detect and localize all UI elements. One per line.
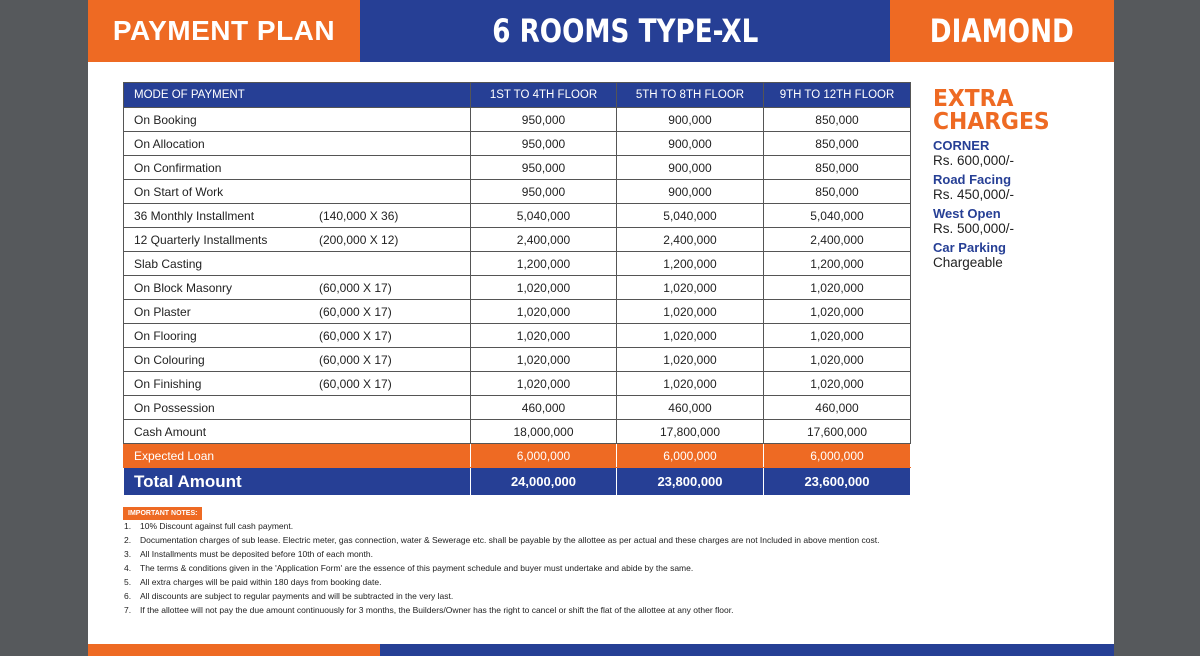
- cell-value: 850,000: [764, 108, 911, 132]
- table-row: [124, 204, 911, 228]
- column-header: MODE OF PAYMENT: [124, 83, 471, 108]
- row-label: On Plaster: [134, 304, 191, 319]
- note-number: 6.: [124, 591, 132, 601]
- cell-value: 1,020,000: [471, 372, 617, 396]
- row-label: Cash Amount: [134, 424, 207, 439]
- note-item: [124, 605, 924, 616]
- cell-value: 6,000,000: [471, 444, 617, 468]
- table-header-row: [124, 83, 911, 108]
- table-row: [124, 348, 911, 372]
- cell-value: 2,400,000: [617, 228, 764, 252]
- cell-value: 900,000: [617, 132, 764, 156]
- note-number: 3.: [124, 549, 132, 559]
- cell-value: 1,020,000: [764, 324, 911, 348]
- row-label-cell: [124, 156, 471, 180]
- table-row: [124, 372, 911, 396]
- table-row: [124, 228, 911, 252]
- extra-charges-title: [933, 88, 1113, 134]
- extra-charge-value: Rs. 500,000/-: [933, 221, 1015, 236]
- row-label-cell: [124, 276, 471, 300]
- note-text: All discounts are subject to regular payments and will be subtracted in the very last.: [140, 591, 454, 601]
- cell-value: 18,000,000: [471, 420, 617, 444]
- cell-value: 460,000: [764, 396, 911, 420]
- cell-value: 1,020,000: [617, 300, 764, 324]
- cell-value: 950,000: [471, 108, 617, 132]
- row-note: (60,000 X 17): [319, 352, 392, 367]
- cell-value: 1,020,000: [617, 324, 764, 348]
- cell-value: 1,020,000: [471, 324, 617, 348]
- cell-value: 23,800,000: [617, 468, 764, 496]
- row-note: (60,000 X 17): [319, 376, 392, 391]
- row-label-cell: [124, 132, 471, 156]
- category-banner: [890, 0, 1114, 62]
- cell-value: 1,020,000: [471, 300, 617, 324]
- cell-value: 1,020,000: [617, 372, 764, 396]
- table-row: [124, 156, 911, 180]
- cell-value: 2,400,000: [471, 228, 617, 252]
- row-label: 12 Quarterly Installments: [134, 232, 268, 247]
- row-label: On Possession: [134, 400, 215, 415]
- table-row: [124, 396, 911, 420]
- cell-value: 1,020,000: [764, 276, 911, 300]
- cell-value: 900,000: [617, 156, 764, 180]
- extra-charge-value: Rs. 450,000/-: [933, 187, 1015, 202]
- extra-charges-panel: [933, 88, 1113, 270]
- note-text: All extra charges will be paid within 180 days from booking date.: [140, 577, 382, 587]
- note-text: If the allottee will not pay the due amount continuously for 3 months, the Builders/Owner has the right to cancel or shift the flat of the allottee at any other floor.: [140, 605, 734, 615]
- row-label: On Colouring: [134, 352, 205, 367]
- cell-value: 5,040,000: [471, 204, 617, 228]
- row-label-cell: [124, 180, 471, 204]
- row-label-cell: [124, 420, 471, 444]
- table-row: [124, 324, 911, 348]
- cell-value: 1,200,000: [617, 252, 764, 276]
- table-row: [124, 132, 911, 156]
- note-item: [124, 563, 924, 574]
- table-row: [124, 252, 911, 276]
- extra-title-line: CHARGES: [933, 109, 1050, 135]
- row-label-cell: [124, 204, 471, 228]
- cell-value: 950,000: [471, 132, 617, 156]
- note-item: [124, 535, 924, 546]
- cell-value: 5,040,000: [764, 204, 911, 228]
- cell-value: 1,200,000: [764, 252, 911, 276]
- cell-value: 1,020,000: [471, 348, 617, 372]
- note-item: [124, 521, 924, 532]
- cell-value: 2,400,000: [764, 228, 911, 252]
- row-label: 36 Monthly Installment: [134, 208, 255, 223]
- cell-value: 850,000: [764, 132, 911, 156]
- important-notes-list: [124, 521, 924, 619]
- room-type-banner: [360, 0, 890, 62]
- row-label-cell: [124, 396, 471, 420]
- note-text: The terms & conditions given in the 'Application Form' are the essence of this payment schedule and buyer must undertake and abide by the same.: [140, 563, 694, 573]
- row-label-cell: [124, 372, 471, 396]
- row-note: (60,000 X 17): [319, 280, 392, 295]
- extra-charge-value: Rs. 600,000/-: [933, 153, 1015, 168]
- table-row: [124, 276, 911, 300]
- cell-value: 460,000: [617, 396, 764, 420]
- row-label: On Block Masonry: [134, 280, 233, 295]
- note-text: All Installments must be deposited before 10th of each month.: [140, 549, 373, 559]
- cell-value: 1,020,000: [617, 348, 764, 372]
- total-amount-row: [124, 468, 911, 496]
- column-header: 9TH TO 12TH FLOOR: [764, 83, 911, 108]
- cell-value: 1,020,000: [764, 348, 911, 372]
- row-label: On Allocation: [134, 136, 205, 151]
- note-item: [124, 591, 924, 602]
- row-label-cell: [124, 300, 471, 324]
- row-label: Expected Loan: [124, 444, 471, 468]
- note-number: 1.: [124, 521, 132, 531]
- cell-value: 17,800,000: [617, 420, 764, 444]
- table-row: [124, 300, 911, 324]
- note-number: 7.: [124, 605, 132, 615]
- cell-value: 1,020,000: [471, 276, 617, 300]
- row-note: (60,000 X 17): [319, 304, 392, 319]
- footer-bar-blue: [380, 644, 1114, 656]
- extra-charges-list: [933, 138, 1113, 270]
- extra-charge-label: Car Parking: [933, 240, 1006, 255]
- cell-value: 460,000: [471, 396, 617, 420]
- important-notes-tag: IMPORTANT NOTES:: [123, 507, 202, 520]
- row-note: (140,000 X 36): [319, 208, 399, 223]
- row-label-cell: [124, 252, 471, 276]
- table-row: [124, 108, 911, 132]
- note-number: 2.: [124, 535, 132, 545]
- note-text: Documentation charges of sub lease. Electric meter, gas connection, water & Sewerage etc. shall be payable by the allottee as per actual and these charges are not Included in above mention cost.: [140, 535, 880, 545]
- note-number: 5.: [124, 577, 132, 587]
- footer-bar-orange: [88, 644, 380, 656]
- payment-plan-title: PAYMENT PLAN: [112, 15, 336, 46]
- cell-value: 23,600,000: [764, 468, 911, 496]
- row-note: (200,000 X 12): [319, 232, 399, 247]
- table-row: [124, 180, 911, 204]
- note-item: [124, 549, 924, 560]
- category-title: DIAMOND: [929, 12, 1075, 50]
- cell-value: 1,020,000: [764, 300, 911, 324]
- cell-value: 5,040,000: [617, 204, 764, 228]
- cell-value: 850,000: [764, 180, 911, 204]
- row-label: On Booking: [134, 112, 197, 127]
- note-text: 10% Discount against full cash payment.: [140, 521, 294, 531]
- cell-value: 1,020,000: [764, 372, 911, 396]
- row-label-cell: [124, 228, 471, 252]
- extra-charge-label: Road Facing: [933, 172, 1012, 187]
- cell-value: 850,000: [764, 156, 911, 180]
- cell-value: 1,020,000: [617, 276, 764, 300]
- cell-value: 6,000,000: [617, 444, 764, 468]
- cell-value: 900,000: [617, 180, 764, 204]
- cell-value: 1,200,000: [471, 252, 617, 276]
- row-label: On Start of Work: [134, 184, 224, 199]
- table-row: [124, 420, 911, 444]
- row-label: On Finishing: [134, 376, 202, 391]
- note-number: 4.: [124, 563, 132, 573]
- cell-value: 900,000: [617, 108, 764, 132]
- column-header: 1ST TO 4TH FLOOR: [471, 83, 617, 108]
- row-label-cell: [124, 324, 471, 348]
- note-item: [124, 577, 924, 588]
- extra-charge-label: CORNER: [933, 138, 990, 153]
- row-label-cell: [124, 108, 471, 132]
- room-type-title: 6 ROOMS TYPE-XL: [491, 12, 759, 50]
- payment-table: [123, 82, 911, 496]
- row-label: On Confirmation: [134, 160, 222, 175]
- cell-value: 950,000: [471, 180, 617, 204]
- payment-plan-document: [88, 0, 1114, 656]
- row-label-cell: [124, 348, 471, 372]
- extra-title-line: EXTRA: [933, 86, 1014, 112]
- cell-value: 950,000: [471, 156, 617, 180]
- extra-charge-label: West Open: [933, 206, 1001, 221]
- expected-loan-row: [124, 444, 911, 468]
- payment-plan-banner: [88, 0, 360, 62]
- cell-value: 17,600,000: [764, 420, 911, 444]
- row-label: Slab Casting: [134, 256, 203, 271]
- row-label: Total Amount: [124, 468, 471, 496]
- row-note: (60,000 X 17): [319, 328, 392, 343]
- column-header: 5TH TO 8TH FLOOR: [617, 83, 764, 108]
- cell-value: 6,000,000: [764, 444, 911, 468]
- extra-charge-value: Chargeable: [933, 255, 1003, 270]
- cell-value: 24,000,000: [471, 468, 617, 496]
- row-label: On Flooring: [134, 328, 197, 343]
